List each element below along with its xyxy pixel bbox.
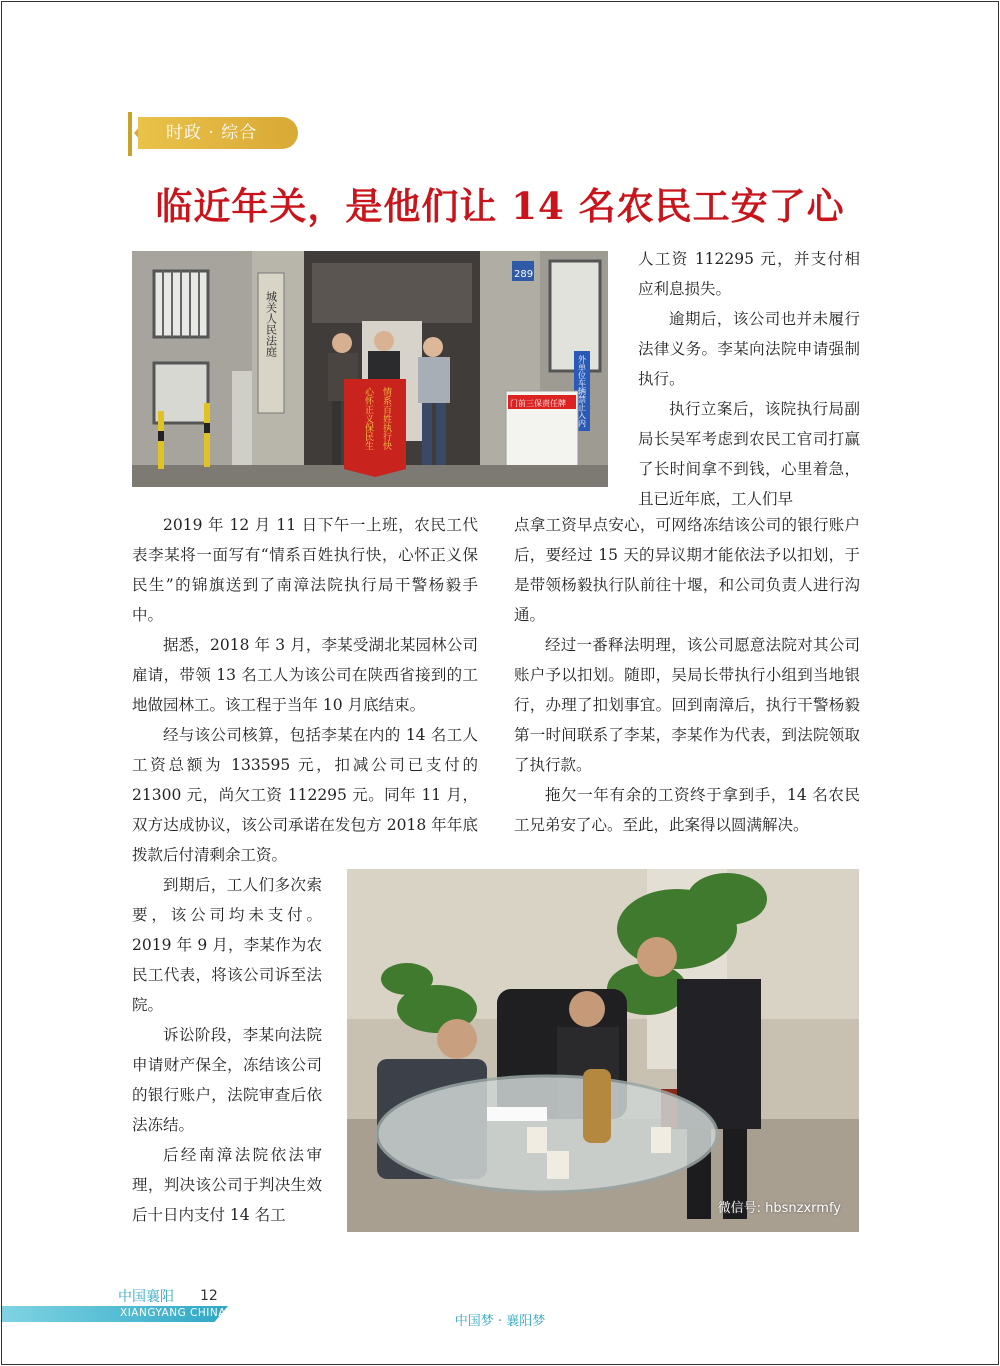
section-tag-label: 时政 · 综合 — [138, 117, 298, 149]
section-tag-bar — [128, 112, 132, 156]
column-left-mid — [132, 510, 478, 870]
footer-brand: 中国襄阳 — [118, 1289, 174, 1305]
banner-line1: 情系百姓执行快 — [381, 387, 391, 450]
paragraph: 点拿工资早点安心，可网络冻结该公司的银行账户后，要经过 15 天的异议期才能依法予以扣划，于是带领杨毅执行队前往十堰，和公司负责人进行沟通。 — [514, 516, 860, 624]
column-left-low — [132, 870, 322, 1230]
paragraph: 诉讼阶段，李某向法院申请财产保全，冻结该公司的银行账户，法院审查后依法冻结。 — [132, 1026, 322, 1134]
paragraph: 到期后，工人们多次索要，该公司均未支付。2019 年 9 月，李某作为农民工代表，将该公司诉至法院。 — [132, 876, 322, 1014]
paragraph: 执行立案后，该院执行局副局长吴军考虑到农民工官司打赢了长时间拿不到钱，心里着急，且已近年底，工人们早 — [638, 400, 860, 508]
footer-brand-en: XIANGYANG CHINA — [120, 1307, 226, 1319]
paragraph: 2019 年 12 月 11 日下午一上班，农民工代表李某将一面写有“情系百姓执行快，心怀正义保民生”的锦旗送到了南漳法院执行局干警杨毅手中。 — [132, 516, 478, 624]
paragraph: 经与该公司核算，包括李某在内的 14 名工人工资总额为 133595 元，扣减公司已支付的 21300 元，尚欠工资 112295 元。同年 11 月，双方达成协议，该公司承诺在发包方 2018 年年底拨款后付清剩余工资。 — [132, 726, 478, 864]
paragraph: 逾期后，该公司也并未履行法律义务。李某向法院申请强制执行。 — [638, 310, 860, 388]
paragraph: 拖欠一年有余的工资终于拿到手，14 名农民工兄弟安了心。至此，此案得以圆满解决。 — [514, 786, 860, 834]
paragraph: 经过一番释法明理，该公司愿意法院对其公司账户予以扣划。随即，吴局长带执行小组到当地银行，办理了扣划事宜。回到南漳后，执行干警杨毅第一时间联系了李某，李某作为代表，到法院领取了执行款。 — [514, 636, 860, 774]
vertical-sign-text: 外单位车辆禁止入内 — [577, 355, 587, 427]
section-tag — [128, 112, 298, 154]
article-headline: 临近年关，是他们让 14 名农民工安了心 — [155, 184, 845, 228]
meeting-illustration — [347, 869, 859, 1232]
footer-slogan: 中国梦 · 襄阳梦 — [454, 1314, 546, 1329]
column-right-mid — [514, 510, 860, 840]
red-banner — [344, 379, 406, 477]
column-right-top — [638, 244, 860, 514]
wechat-watermark: 微信号: hbsnzxrmfy — [717, 1201, 841, 1216]
notice-sign-text: 门前三保责任牌 — [510, 399, 566, 408]
page-number: 12 — [200, 1288, 218, 1304]
banner-line2: 心怀正义保民生 — [363, 387, 373, 450]
paragraph: 后经南漳法院依法审理，判决该公司于判决生效后十日内支付 14 名工 — [132, 1146, 322, 1224]
paragraph: 据悉，2018 年 3 月，李某受湖北某园林公司雇请，带领 13 名工人为该公司在陕西省接到的工地做园林工。该工程于当年 10 月底结束。 — [132, 636, 478, 714]
court-entrance-illustration — [132, 251, 608, 487]
photo-court-entrance — [132, 251, 608, 487]
paragraph: 人工资 112295 元，并支付相应利息损失。 — [638, 250, 860, 298]
court-sign-text: 城关人民法庭 — [264, 291, 278, 357]
photo-meeting — [347, 869, 859, 1232]
door-number-text: 289 — [514, 269, 534, 280]
